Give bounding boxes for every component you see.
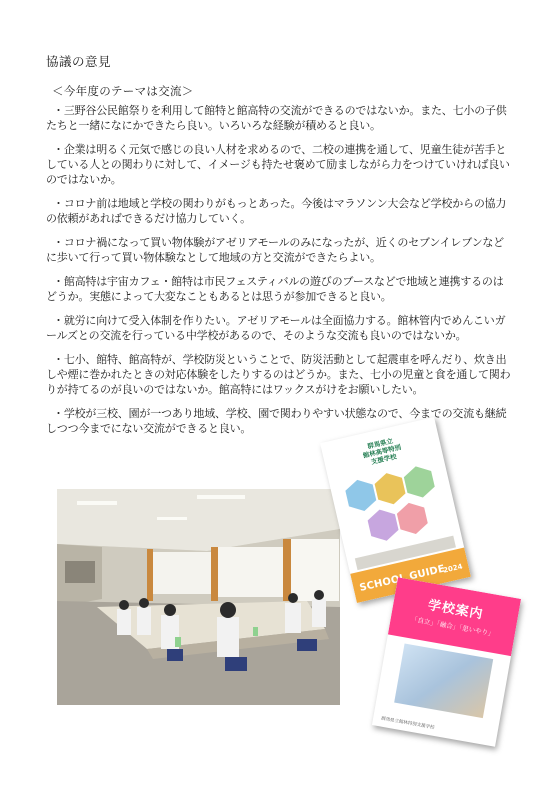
guide-footer-text: SCHOOL GUIDE bbox=[358, 563, 447, 594]
opinion-item bbox=[46, 313, 512, 343]
opinion-item bbox=[46, 352, 512, 397]
guide-year: 2024 bbox=[442, 562, 464, 575]
opinion-text: 三野谷公民館祭りを利用して館特と館高特の交流ができるのではないか。また、七小の子供たちと一緒になにかできたら良い。いろいろな経験が積めると良い。 bbox=[46, 104, 507, 132]
curtain bbox=[211, 547, 218, 601]
window bbox=[289, 539, 339, 601]
opinion-text: 就労に向けて受入体制を作りたい。アゼリアモールは全面協力する。館林管内でめんこいガールズとの交流を行っている中学校があるので、そのような交流も良いのではないか。 bbox=[46, 314, 506, 342]
hexagon bbox=[373, 470, 407, 507]
opinion-item bbox=[46, 196, 512, 226]
bullet-mark: ・ bbox=[53, 353, 64, 366]
pamphlet-school-name: 群馬県立館林特別支援学校 bbox=[380, 716, 435, 731]
head bbox=[164, 604, 176, 616]
curtain bbox=[283, 539, 291, 601]
opinion-item bbox=[46, 235, 512, 265]
opinion-text: 館高特は宇宙カフェ・館特は市民フェスティバルの遊びのブースなどで地域と連携するのはどうか。実態によって大変なこともあるとは思うが参加できると良い。 bbox=[46, 275, 504, 303]
head bbox=[288, 593, 298, 603]
bullet-mark: ・ bbox=[53, 197, 64, 210]
ceiling-light bbox=[197, 495, 245, 499]
school-info-pamphlet bbox=[372, 577, 521, 746]
chair bbox=[225, 657, 247, 671]
bullet-mark: ・ bbox=[53, 104, 64, 117]
section-heading: 協議の意見 bbox=[46, 54, 112, 69]
meeting-photo bbox=[57, 489, 340, 705]
chair bbox=[297, 639, 317, 651]
head bbox=[314, 590, 324, 600]
head bbox=[139, 598, 149, 608]
bullet-mark: ・ bbox=[53, 314, 64, 327]
pamphlet-title: 学校案内 bbox=[426, 598, 485, 623]
hexagon bbox=[395, 500, 429, 537]
window bbox=[217, 547, 287, 597]
ceiling-light bbox=[157, 517, 187, 520]
opinion-list bbox=[46, 103, 512, 445]
chair bbox=[167, 649, 183, 661]
curtain bbox=[147, 549, 153, 601]
opinion-text: コロナ前は地域と学校の関わりがもっとあった。今後はマラソンン大会など学校からの協力の依頼があればできるだけ協力していく。 bbox=[46, 197, 507, 225]
bullet-mark: ・ bbox=[53, 143, 64, 156]
hexagon bbox=[366, 506, 400, 543]
bullet-mark: ・ bbox=[53, 236, 64, 249]
person bbox=[285, 603, 301, 633]
opinion-text: コロナ禍になって買い物体験がアゼリアモールのみになったが、近くのセブンイレブンなどに歩いて行って買い物体験なとして地域の方と交流ができたらよい。 bbox=[46, 236, 504, 264]
hexagon bbox=[344, 477, 378, 514]
person bbox=[312, 599, 326, 627]
pamphlet-subtitle: 「自立」「融合」「思いやり」 bbox=[410, 615, 496, 638]
pamphlet-photo bbox=[394, 643, 493, 718]
hexagon bbox=[402, 463, 436, 500]
opinion-item bbox=[46, 142, 512, 187]
window bbox=[152, 552, 212, 594]
ceiling-light bbox=[77, 501, 117, 505]
opinion-text: 企業は明るく元気で感じの良い人材を求めるので、二校の連携を通して、児童生徒が苦手としている人との関わりに対して、イメージも持たせ褒めて励ましながら力をつけていければ良いのではないか。 bbox=[46, 143, 510, 186]
opinion-text: 学校が三校、園が一つあり地域、学校、園で関わりやすい状態なので、今までの交流も継続しつつ今までにない交流ができると良い。 bbox=[46, 407, 507, 435]
head bbox=[220, 602, 236, 618]
whiteboard bbox=[65, 561, 95, 583]
bottle bbox=[175, 637, 181, 647]
guide-title: 群馬県立 館林高等特別 支援学校 bbox=[362, 436, 402, 467]
bullet-mark: ・ bbox=[53, 407, 64, 420]
bottle bbox=[253, 627, 258, 636]
meeting-photo-drawing bbox=[57, 489, 340, 705]
person bbox=[217, 617, 239, 657]
person bbox=[137, 607, 151, 635]
opinion-item bbox=[46, 274, 512, 304]
bullet-mark: ・ bbox=[53, 275, 64, 288]
theme-label: ＜今年度のテーマは交流＞ bbox=[52, 84, 194, 98]
opinion-item bbox=[46, 406, 512, 436]
head bbox=[119, 600, 129, 610]
opinion-text: 七小、館特、館高特が、学校防災ということで、防災活動として起震車を呼んだり、炊き出しや煙に巻かれたときの対応体験をしたりするのはどうか。また、七小の児童と食を通して関わりが持てるのが良いのではないか。館高特にはワックスがけをお願いしたい。 bbox=[46, 353, 511, 396]
opinion-item bbox=[46, 103, 512, 133]
person bbox=[117, 609, 131, 635]
